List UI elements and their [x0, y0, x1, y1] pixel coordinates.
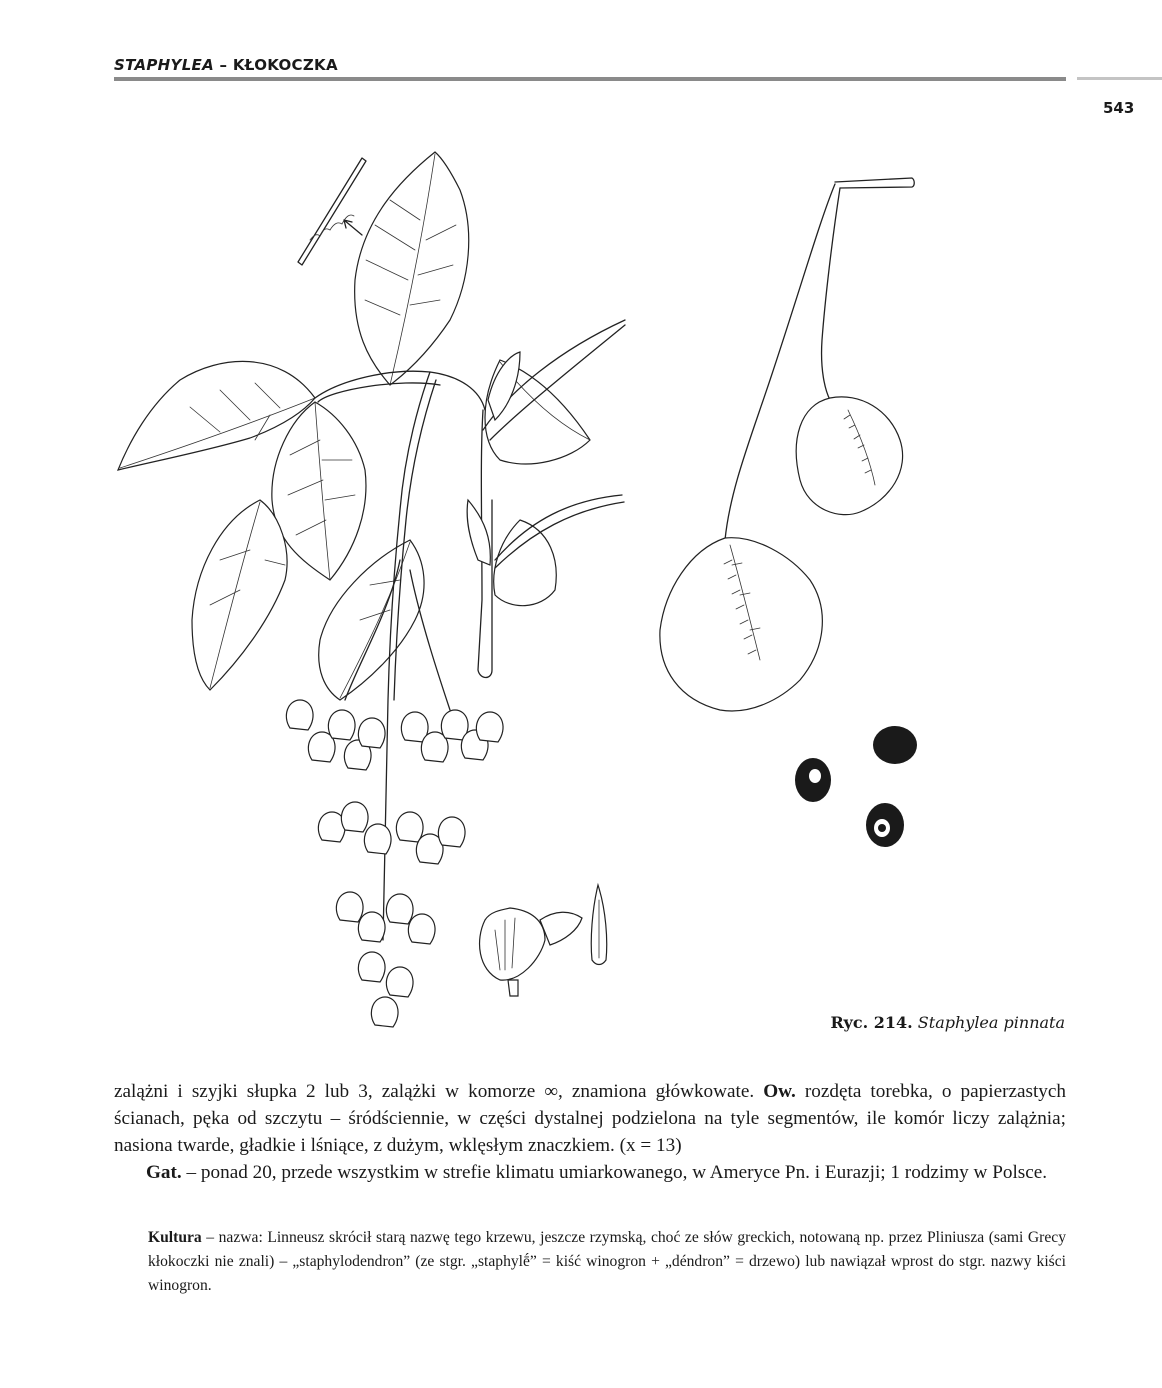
header-title	[114, 56, 338, 74]
scale-bar	[298, 158, 366, 265]
text-run: zalążni i szyjki słupka 2 lub 3, zalążki w komorze ∞, znamiona główkowate.	[114, 1081, 764, 1102]
figure-label: Ryc. 214.	[830, 1013, 913, 1032]
term-species: Gat.	[146, 1162, 182, 1183]
figure-caption	[831, 1013, 1065, 1032]
term-fruit: Ow.	[763, 1081, 796, 1102]
botanical-illustration	[100, 140, 1080, 1040]
flower-detail	[480, 885, 607, 996]
header-rule	[114, 77, 1066, 81]
body-text	[114, 1078, 1066, 1186]
paragraph	[114, 1159, 1066, 1186]
header-rule-side	[1077, 77, 1162, 80]
culture-note	[148, 1226, 1066, 1298]
seeds	[795, 726, 917, 847]
paragraph	[114, 1078, 1066, 1159]
header-genus: STAPHYLEA	[114, 56, 215, 74]
page-number: 543	[1103, 99, 1135, 117]
header-name: KŁOKOCZKA	[232, 56, 338, 74]
figure-species: Staphylea pinnata	[917, 1013, 1065, 1032]
text-run: – ponad 20, przede wszystkim w strefie klimatu umiarkowanego, w Ameryce Pn. i Eurazji; 1 rodzimy w Polsce.	[181, 1162, 1048, 1183]
text-run: rozdęta torebka, o papierzastych ścianach, pęka od szczytu – śródściennie, w części dystalnej podzielona na tyle segmentów, ile komór liczy zalążnia; nasiona twarde, gładkie i lśniące, z dużym, wklęsłym znaczkiem. (x = 13)	[114, 1081, 1067, 1156]
leaves	[118, 152, 590, 700]
header-dash: –	[214, 56, 233, 74]
note-text: – nazwa: Linneusz skrócił starą nazwę tego krzewu, jeszcze rzymską, choć ze słów greckich, notowaną np. przez Pliniusza (sami Grecy kłokoczki nie znali) – „staphylodendron” (ze stgr. „staphylḗ” = kiść winogron + „déndron” = drzewo) lub nawiązał wprost do stgr. nazwy kiści winogron.	[148, 1229, 1066, 1294]
note-term: Kultura	[148, 1229, 202, 1246]
fruit-capsules	[660, 178, 914, 711]
